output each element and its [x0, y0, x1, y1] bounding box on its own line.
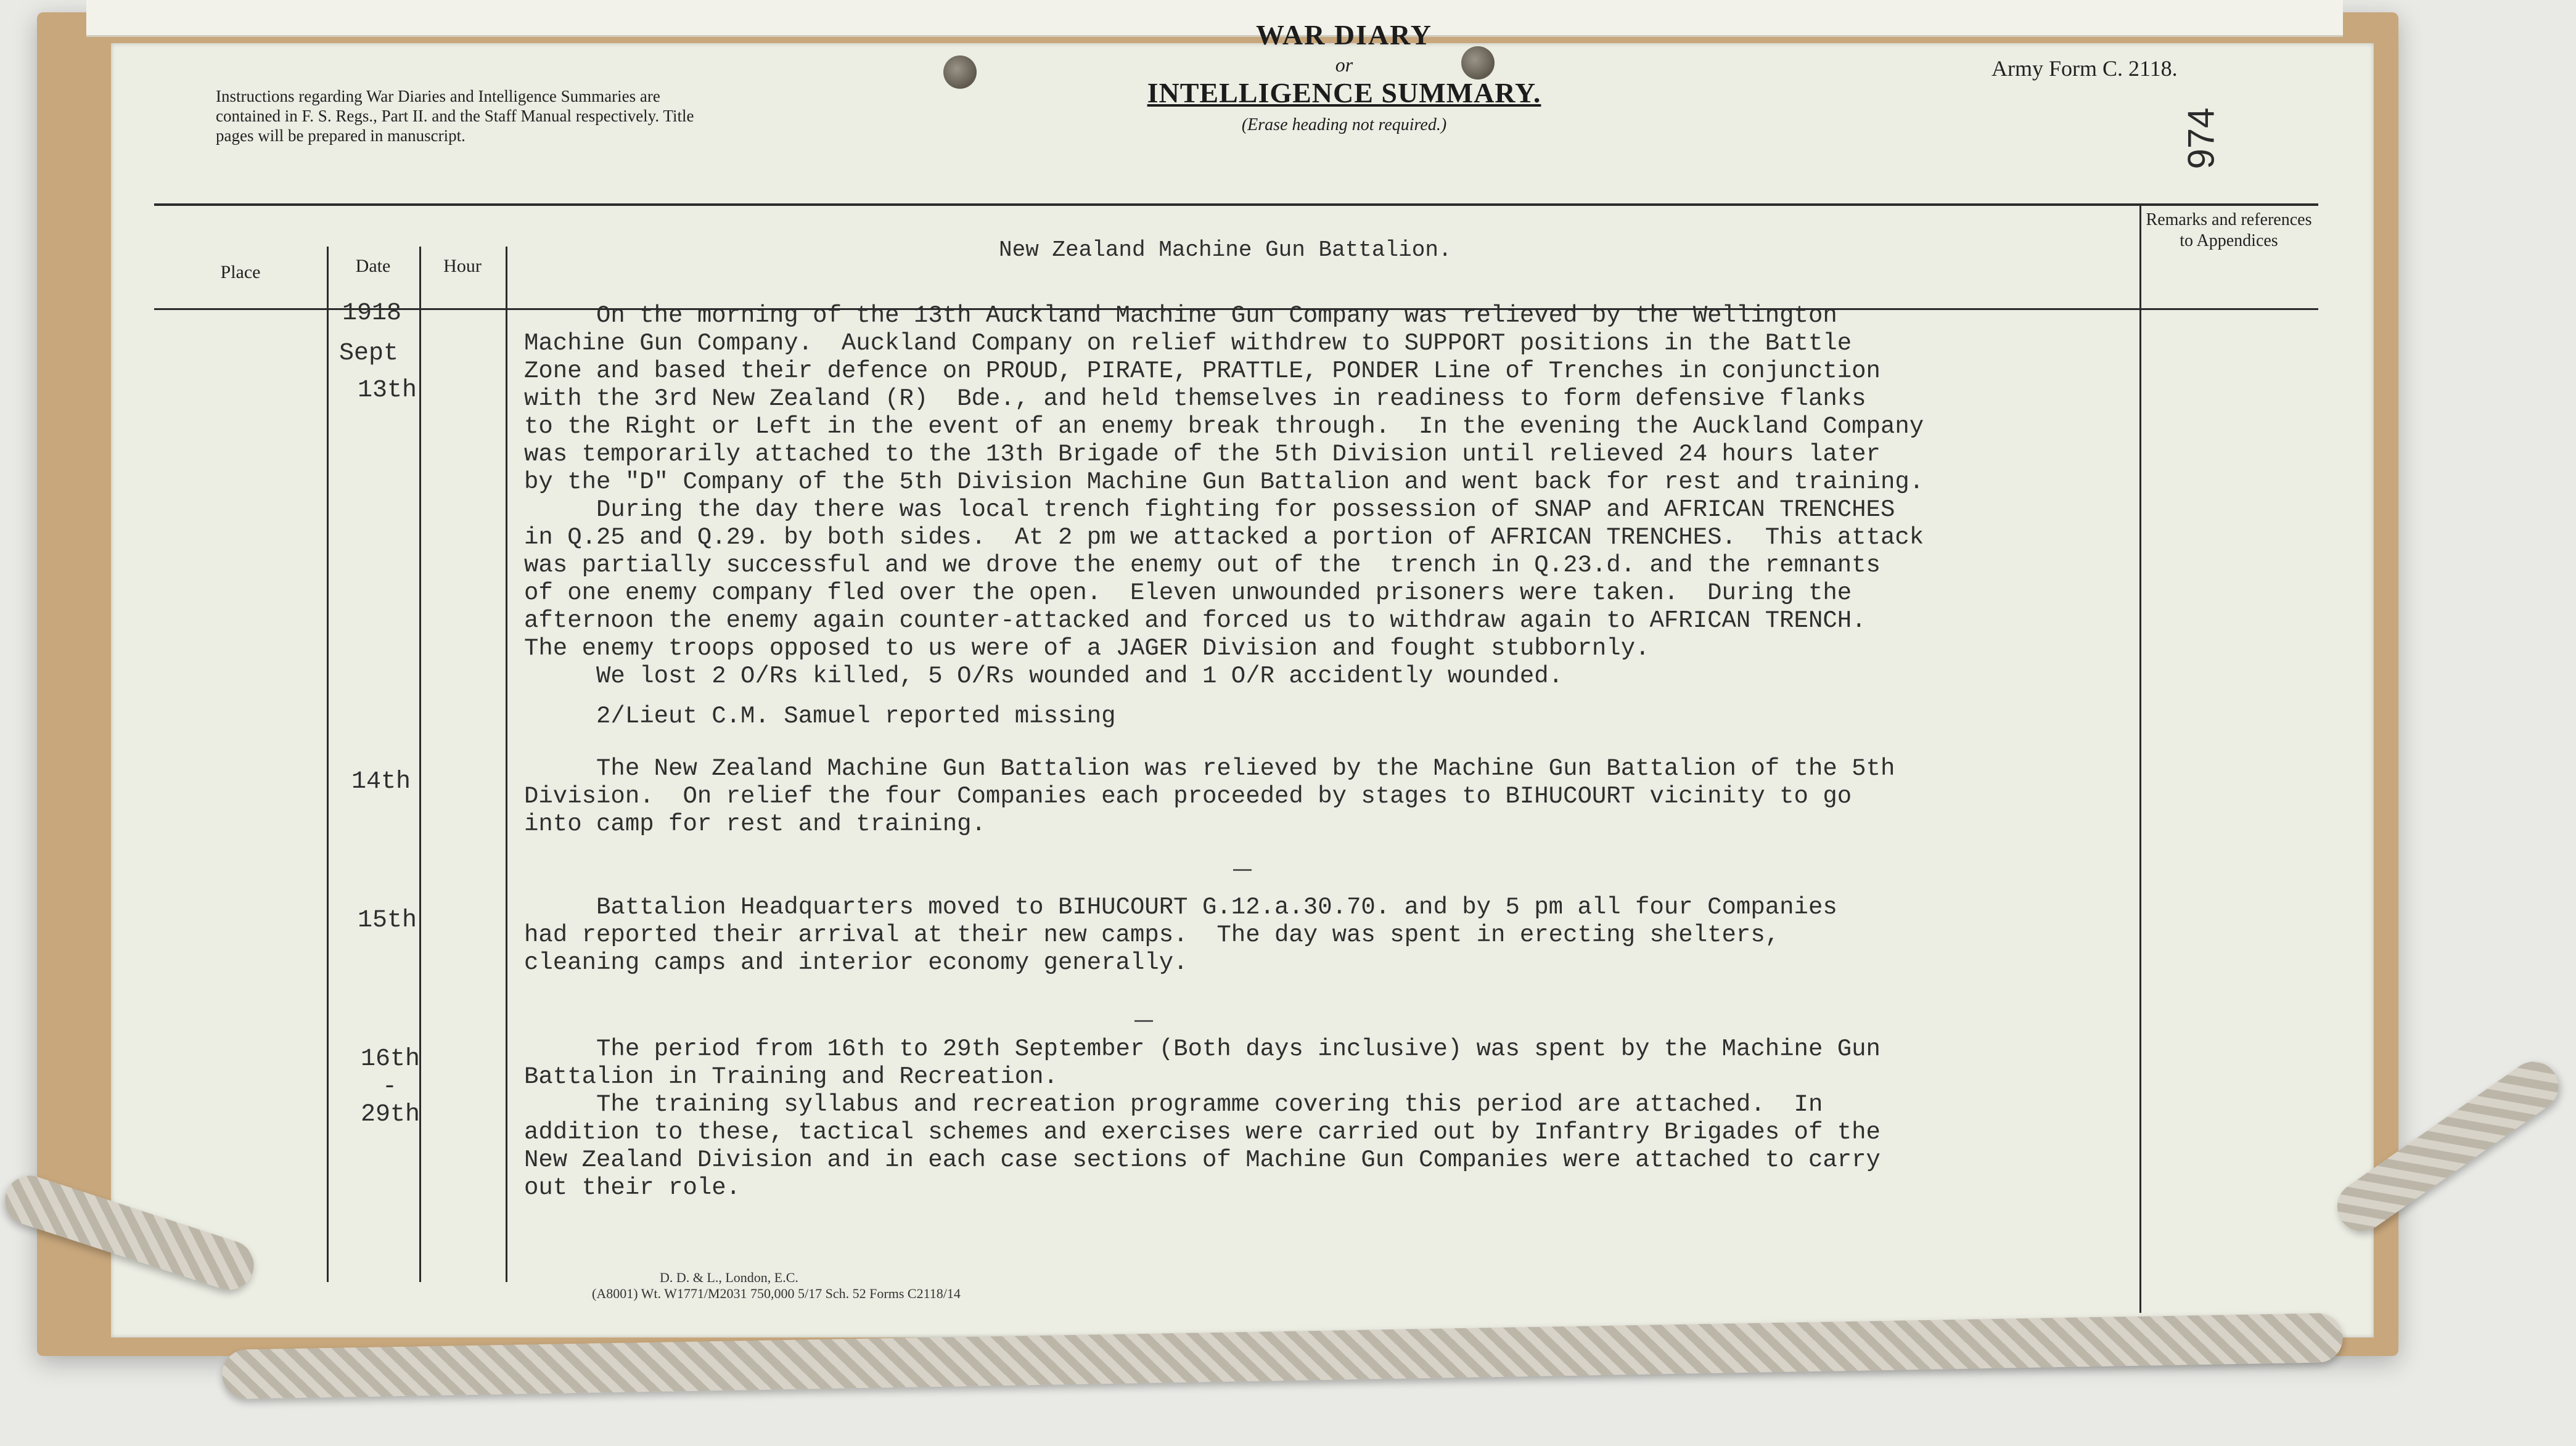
entry-13-line: Zone and based their defence on PROUD, PIRATE, PRATTLE, PONDER Line of Trenches in conjunction [524, 357, 1881, 385]
form-title: WAR DIARY [1255, 19, 1432, 51]
form-heading [974, 18, 1714, 135]
entry-divider [1233, 869, 1252, 871]
date-29th: 29th [361, 1101, 420, 1129]
date-dash: - [382, 1073, 398, 1101]
punch-hole-left [943, 55, 977, 89]
col-head-date: Date [355, 256, 391, 276]
entry-15-line: cleaning camps and interior economy generally. [524, 949, 1188, 976]
entry-15-line: Battalion Headquarters moved to BIHUCOURT G.12.a.30.70. and by 5 pm all four Companies [524, 894, 1837, 921]
col-head-place: Place [220, 262, 261, 282]
col-head-summary: New Zealand Machine Gun Battalion. [999, 237, 1452, 263]
date-15th: 15th [358, 907, 417, 934]
date-14th: 14th [351, 768, 411, 796]
entry-13-line: with the 3rd New Zealand (R) Bde., and held themselves in readiness to form defensive flanks [524, 385, 1866, 412]
form-subtitle: INTELLIGENCE SUMMARY. [1147, 77, 1541, 108]
entry-13-line: 2/Lieut C.M. Samuel reported missing [524, 703, 1116, 730]
entry-16-line: The training syllabus and recreation programme covering this period are attached. In [524, 1091, 1823, 1118]
entry-14-line: The New Zealand Machine Gun Battalion was relieved by the Machine Gun Battalion of the 5th [524, 755, 1895, 782]
printer-imprint-line: D. D. & L., London, E.C. [660, 1270, 798, 1285]
entry-16-line: New Zealand Division and in each case sections of Machine Gun Companies were attached to carry [524, 1146, 1881, 1174]
entry-16-line: Battalion in Training and Recreation. [524, 1063, 1058, 1090]
army-form-label: Army Form C. 2118. [1991, 56, 2178, 81]
entry-13-line: On the morning of the 13th Auckland Machine Gun Company was relieved by the Wellington [524, 302, 1837, 329]
col-rule-hour [506, 247, 507, 1282]
entry-16-line: The period from 16th to 29th September (Both days inclusive) was spent by the Machine Gun [524, 1035, 1881, 1063]
date-16th: 16th [361, 1045, 420, 1073]
col-rule-place [327, 247, 329, 1282]
erase-note: (Erase heading not required.) [1241, 115, 1447, 134]
header-rule-top [154, 203, 2318, 206]
entry-13-line: The enemy troops opposed to us were of a JAGER Division and fought stubbornly. [524, 635, 1650, 662]
date-13th: 13th [358, 377, 417, 404]
printer-imprint [592, 1270, 961, 1302]
entry-15-line: had reported their arrival at their new camps. The day was spent in erecting shelters, [524, 921, 1780, 949]
entry-13-line: of one enemy company fled over the open. Eleven unwounded prisoners were taken. During the [524, 579, 1852, 607]
entry-16-line: addition to these, tactical schemes and exercises were carried out by Infantry Brigades of the [524, 1119, 1881, 1146]
entry-16-line: out their role. [524, 1174, 741, 1201]
entry-13-line: by the "D" Company of the 5th Division Machine Gun Battalion and went back for rest and training. [524, 468, 1924, 496]
entry-14-line: Division. On relief the four Companies each proceeded by stages to BIHUCOURT vicinity to go [524, 783, 1852, 810]
entry-13-line: Machine Gun Company. Auckland Company on relief withdrew to SUPPORT positions in the Battle [524, 330, 1852, 357]
entry-13-line: was temporarily attached to the 13th Brigade of the 5th Division until relieved 24 hours later [524, 441, 1881, 468]
entry-13-line: During the day there was local trench fighting for possession of SNAP and AFRICAN TRENCHES [524, 496, 1895, 523]
entry-13-line: to the Right or Left in the event of an enemy break through. In the evening the Auckland Company [524, 413, 1924, 440]
page-stamp-number: 974 [2180, 107, 2222, 170]
entry-13-line: in Q.25 and Q.29. by both sides. At 2 pm we attacked a portion of AFRICAN TRENCHES. This attack [524, 524, 1924, 551]
date-year: 1918 [342, 300, 402, 327]
col-head-remarks: Remarks and references to Appendices [2146, 210, 2312, 250]
instructions-text: Instructions regarding War Diaries and Intelligence Summaries are contained in F. S. Regs., Part II. and the Staff Manual respectively. Title pages will be prepared in manuscript. [216, 87, 694, 145]
col-head-hour: Hour [443, 256, 482, 276]
entry-13-line: was partially successful and we drove the enemy out of the trench in Q.23.d. and the remnants [524, 552, 1881, 579]
form-or: or [1335, 54, 1353, 76]
date-month: Sept [339, 340, 399, 367]
printer-imprint-line: (A8001) Wt. W1771/M2031 750,000 5/17 Sch. 52 Forms C2118/14 [592, 1286, 961, 1301]
col-rule-remarks [2139, 203, 2141, 1313]
entry-13-line: afternoon the enemy again counter-attacked and forced us to withdraw again to AFRICAN TRENCH. [524, 607, 1866, 634]
entry-14-line: into camp for rest and training. [524, 811, 986, 838]
entry-13-line: We lost 2 O/Rs killed, 5 O/Rs wounded and 1 O/R accidently wounded. [524, 663, 1564, 690]
entry-divider [1134, 1020, 1153, 1022]
